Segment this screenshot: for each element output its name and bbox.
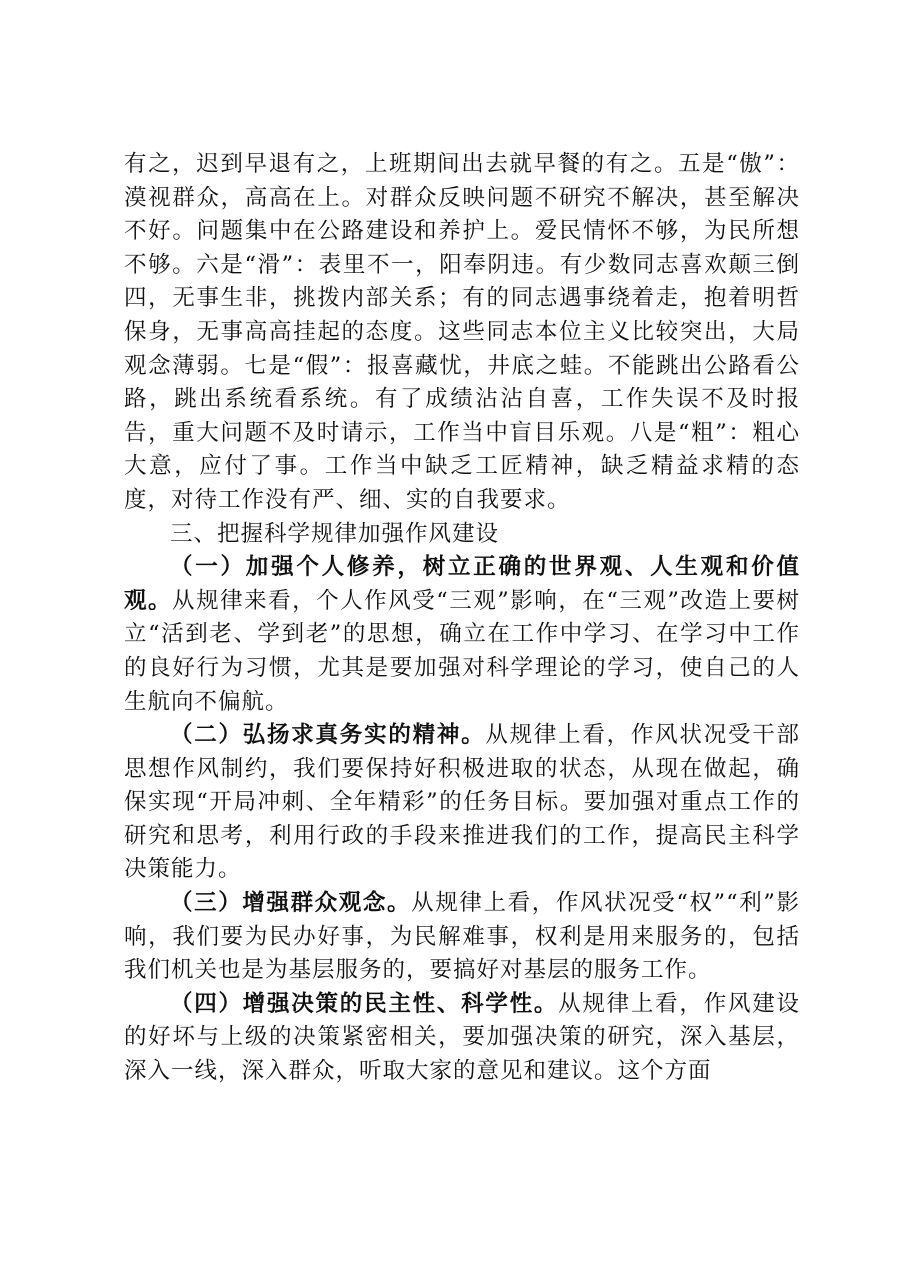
list-item bbox=[124, 719, 800, 887]
body-paragraph: 有之，迟到早退有之，上班期间出去就早餐的有之。五是“傲”：漠视群众，高高在上。对群众反映问题不研究不解决，甚至解决不好。问题集中在公路建设和养护上。爱民情怀不够，为民所想不够。六是“滑”：表里不一，阳奉阴违。有少数同志喜欢颠三倒四，无事生非，挑拨内部关系；有的同志遇事绕着走，抱着明哲保身，无事高高挂起的态度。这些同志本位主义比较突出，大局观念薄弱。七是“假”：报喜藏忧，井底之蛙。不能跳出公路看公路，跳出系统看系统。有了成绩沾沾自喜，工作失误不及时报告，重大问题不及时请示，工作当中盲目乐观。八是“粗”：粗心大意，应付了事。工作当中缺乏工匠精神，缺乏精益求精的态度，对待工作没有严、细、实的自我要求。 bbox=[124, 151, 800, 513]
item-title: （二）弘扬求真务实的精神。 bbox=[170, 722, 486, 749]
list-item bbox=[124, 551, 800, 719]
item-title: （四）增强决策的民主性、科学性。 bbox=[170, 990, 559, 1017]
item-body: 从规律来看，个人作风受“三观”影响，在“三观”改造上要树立“活到老、学到老”的思想，确立在工作中学习、在学习中工作的良好行为习惯，尤其是要加强对科学理论的学习，使自己的人生航向不偏航。 bbox=[124, 587, 800, 715]
item-body: 从规律上看，作风状况受“权”“利”影响，我们要为民办好事，为民解难事，权利是用来服务的，包括我们机关也是为基层服务的，要搞好对基层的服务工作。 bbox=[124, 890, 800, 984]
item-title: （三）增强群众观念。 bbox=[170, 890, 412, 917]
item-body: 从规律上看，作风状况受干部思想作风制约，我们要保持好积极进取的状态，从现在做起，确保实现“开局冲刺、全年精彩”的任务目标。要加强对重点工作的研究和思考，利用行政的手段来推进我们的工作，提高民主科学决策能力。 bbox=[124, 722, 800, 883]
item-title: （一）加强个人修养，树立正确的世界观、人生观和价值观。 bbox=[124, 554, 800, 614]
item-body: 从规律上看，作风建设的好坏与上级的决策紧密相关，要加强决策的研究，深入基层，深入一线，深入群众，听取大家的意见和建议。这个方面 bbox=[124, 990, 800, 1085]
list-item bbox=[124, 988, 800, 1089]
document-page bbox=[124, 148, 800, 1089]
section-heading: 三、把握科学规律加强作风建设 bbox=[170, 520, 500, 547]
list-item bbox=[124, 887, 800, 988]
